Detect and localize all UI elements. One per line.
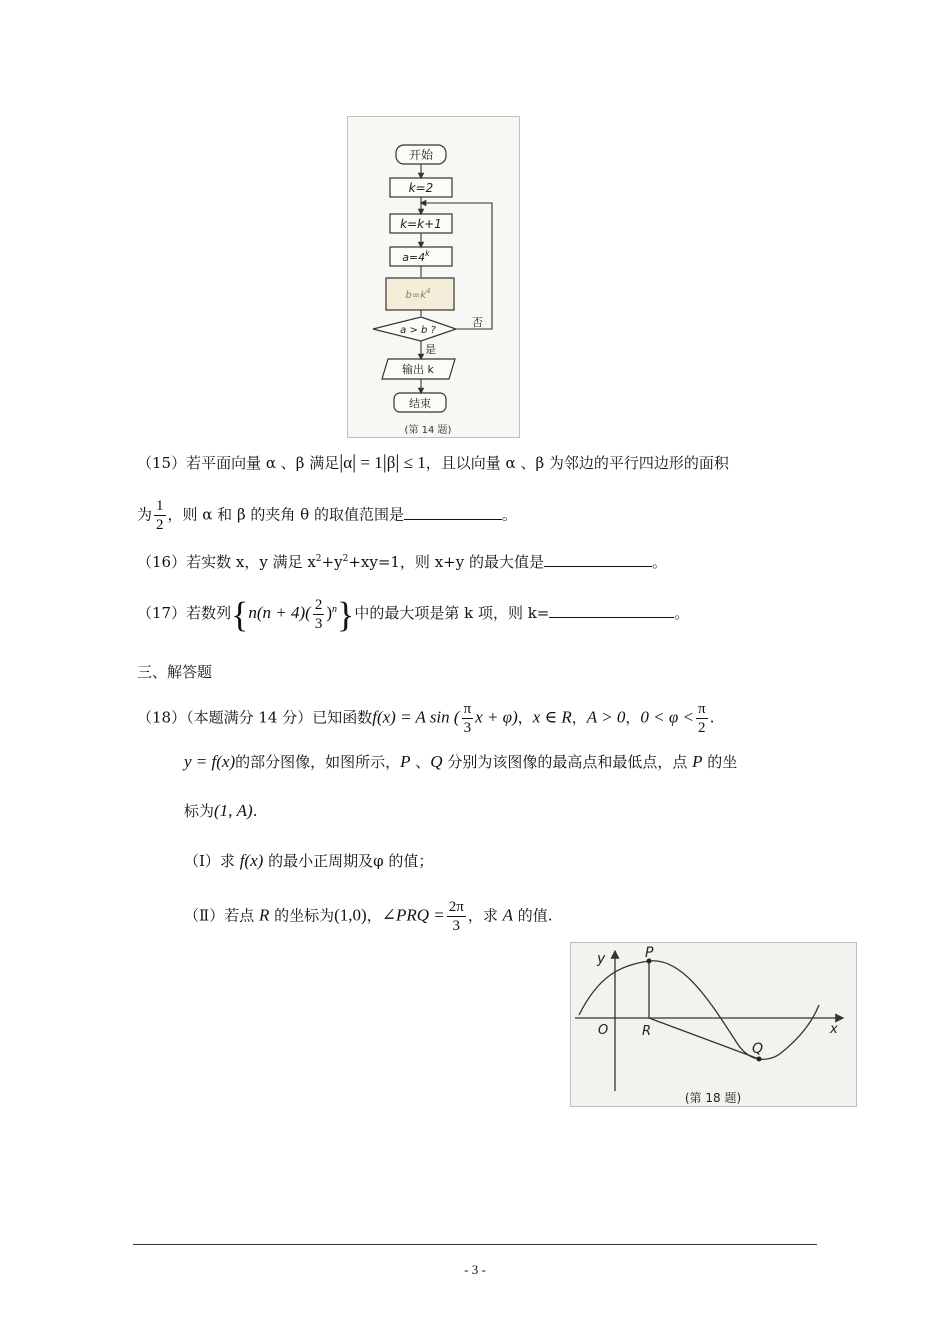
q18-cond3-frac: $\frac{\pi}{2}$ (697, 701, 706, 736)
q17-number: （17） (137, 603, 187, 622)
q18-part1 (184, 851, 433, 871)
q15-line2 (137, 497, 517, 534)
q15-end: 。 (501, 505, 517, 524)
q15-line2-post: ，则 α 和 β 的夹角 θ 的取值范围是 (167, 505, 404, 524)
q18-line3-coord: (1, A) (214, 801, 253, 820)
q18-cond2: A > 0 (586, 707, 626, 727)
q18-part2-text3: ，求 (467, 906, 503, 925)
sine-graph-figure (570, 942, 857, 1107)
q18-comma1: ， (517, 708, 533, 727)
q18-line2-q: Q (430, 752, 443, 771)
q17-sequence: {n(n + 4)( $\frac{2}{3}$ )$^n$} (231, 594, 355, 635)
q15-frac-den: 2 (156, 517, 164, 533)
flow-assign-a-text: $a=4^k$ (402, 249, 430, 264)
q17-line (137, 596, 689, 633)
q18-func: f(x) = A sin ( (372, 707, 460, 727)
flow-increment-text: k=k+1 (400, 217, 442, 231)
q18-line3-end: . (252, 802, 258, 820)
flow-end-text: 结束 (409, 397, 431, 410)
graph-label-o: O (598, 1023, 609, 1038)
flow-condition-text: a > b ? (400, 325, 436, 336)
q17-text2: 中的最大项是第 k 项，则 k= (354, 603, 550, 622)
q15-text2: ，且以向量 α 、β 为邻边的平行四边形的面积 (425, 454, 729, 472)
q18-line2 (184, 752, 737, 772)
q18-part1-func: f(x) (239, 851, 264, 870)
q18-line2-text3: 的坐 (702, 753, 738, 771)
q18-period: . (709, 708, 715, 727)
q16-text-b: +y (321, 553, 343, 571)
flow-no-label: 否 (472, 316, 483, 329)
q18-number: （18） (137, 708, 187, 727)
q18-part2-coord: (1,0) (334, 905, 367, 925)
flow-start-text: 开始 (408, 148, 434, 162)
graph-label-q: Q (752, 1041, 764, 1057)
q15-line1 (137, 452, 729, 473)
q18-func-tail: x + φ) (475, 707, 518, 727)
q18-line2-text2: 分别为该图像的最高点和最低点，点 (442, 753, 693, 771)
flow-output-text: 输出 k (402, 363, 434, 376)
sine-graph-svg (571, 943, 856, 1106)
q18-line2-p2: P (692, 752, 703, 771)
q15-text1: 若平面向量 α 、β 满足 (186, 454, 340, 472)
graph-label-x: x (830, 1022, 838, 1037)
q18-line1 (137, 700, 714, 737)
q16-end: 。 (651, 553, 667, 571)
q18-part2 (184, 898, 553, 935)
point-q (757, 1057, 762, 1062)
q18-part2-r: R (258, 905, 270, 925)
q18-line2-sep: 、 (410, 753, 431, 771)
q16-answer-blank[interactable] (544, 552, 652, 567)
graph-label-r: R (642, 1024, 652, 1039)
q15-number: （15） (137, 454, 187, 472)
q18-comma2: ， (571, 708, 587, 727)
q18-pi-frac: $\frac{\pi}{3}$ (463, 701, 472, 736)
q18-line3-text: 标为 (184, 802, 215, 820)
q18-line2-func: y = f(x) (184, 752, 236, 771)
flowchart-svg (348, 117, 519, 437)
q18-line2-text: 的部分图像，如图所示， (235, 753, 401, 771)
q16-text-c: +xy=1，则 x+y 的最大值是 (348, 553, 544, 571)
graph-label-p: P (645, 945, 654, 961)
q17-text1: 若数列 (186, 603, 232, 622)
q18-part1-label: （Ⅰ）求 (184, 852, 240, 870)
q18-part2-text2: ， (366, 906, 382, 925)
flow-yes-label: 是 (425, 343, 436, 356)
graph-label-y: y (597, 951, 606, 967)
q15-line2-pre: 为 (137, 505, 153, 524)
q15-condition: |α| = 1|β| ≤ 1 (339, 451, 426, 473)
q15-fraction (154, 497, 166, 534)
q15-frac-num: 1 (156, 498, 164, 514)
q17-answer-blank[interactable] (549, 603, 674, 618)
q18-cond1: x ∈ R (532, 707, 572, 727)
flow-init-text: k=2 (408, 181, 434, 195)
q18-part2-label: （Ⅱ）若点 (184, 906, 259, 925)
q16-sup1: 2 (315, 554, 322, 564)
graph-caption: (第 18 题) (684, 1091, 742, 1105)
q16-line (137, 549, 667, 572)
q16-text: 若实数 x，y 满足 x (186, 553, 316, 571)
q18-part2-frac: $\frac{2\pi}{3}$ (448, 899, 464, 934)
q18-part2-a: A (502, 905, 513, 925)
q18-line3 (184, 801, 258, 821)
flow-assign-b-text: $b=k^4$ (405, 287, 431, 301)
q16-number: （16） (137, 553, 187, 571)
section3-title: 三、解答题 (137, 663, 213, 681)
q18-part2-text1: 的坐标为 (269, 906, 335, 925)
footer-rule (133, 1244, 817, 1245)
q18-part2-text4: 的值. (513, 906, 553, 925)
flowchart-figure (347, 116, 520, 438)
q18-line2-p: P (400, 752, 411, 771)
q18-text1: 已知函数 (312, 708, 373, 727)
q18-cond3: 0 < φ < (640, 707, 694, 727)
segment-rq (649, 1018, 759, 1059)
q18-comma3: ， (625, 708, 641, 727)
q18-part1-text: 的最小正周期及φ 的值； (263, 852, 434, 870)
q17-end: 。 (674, 603, 690, 622)
page-number: - 3 - (464, 1262, 486, 1277)
q18-part2-angle: ∠PRQ = (381, 905, 445, 925)
q18-score: （本题满分 14 分） (186, 708, 313, 727)
q16-sup2: 2 (342, 554, 349, 564)
q15-answer-blank[interactable] (404, 505, 502, 520)
flow-caption: (第 14 题) (404, 425, 452, 436)
